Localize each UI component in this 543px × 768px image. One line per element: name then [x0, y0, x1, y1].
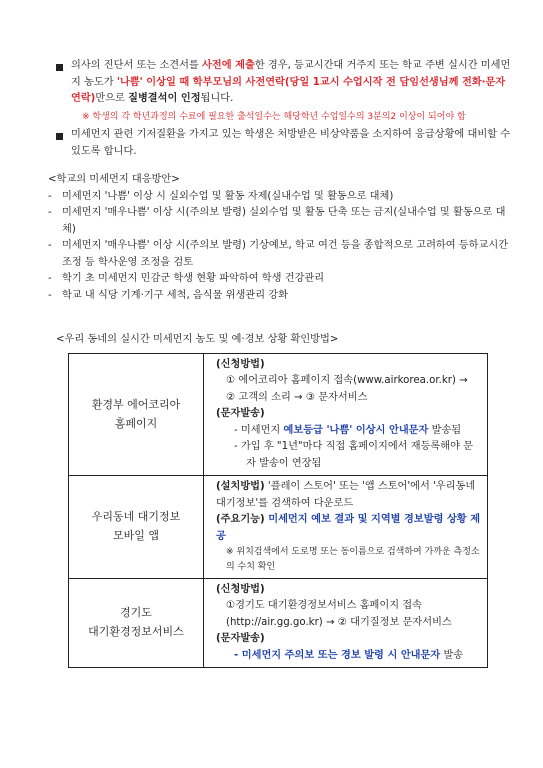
- detail-line: [216, 479, 481, 512]
- bullet-text: [71, 127, 512, 160]
- bullet-part: '나쁨': [116, 76, 143, 88]
- list-item: [42, 189, 512, 206]
- school-section-title: <학교의 미세먼지 대응방안>: [48, 174, 180, 186]
- school-measures-list: [42, 189, 512, 305]
- bullet-part: 미세먼지 관련 기저질환을 가지고 있는 학생은 처방받은 비상약품을 소지하여 응급상황에 대비할 수 있도록 합니다.: [71, 129, 511, 157]
- service-name-line: 경기도: [120, 606, 152, 620]
- document-page: [42, 58, 512, 668]
- dash-icon: -: [48, 207, 52, 219]
- detail-line: [216, 582, 481, 599]
- bullet-part: 만으로: [95, 93, 129, 105]
- bullet-part: 이상일 때 학부모님의 사전연락(당일 1교시 수업시작 전 담임선생님께 전화·문자 연락): [71, 76, 506, 105]
- detail-text: 발송됨: [428, 424, 462, 436]
- bullet-item: [42, 58, 512, 108]
- detail-text: ① 에어코리아 홈페이지 접속(www.airkorea.or.kr) →: [226, 375, 468, 387]
- square-bullet-icon: [56, 133, 63, 140]
- service-detail-cell: [204, 353, 488, 476]
- table-row: [69, 353, 488, 476]
- info-table: [68, 353, 488, 668]
- detail-text: ② 고객의 소리 → ③ 문자서비스: [226, 391, 368, 403]
- service-name-line: 모바일 앱: [112, 529, 159, 543]
- detail-text: (http://air.gg.go.kr) → ② 대기질정보 문자서비스: [226, 616, 452, 628]
- detail-text-highlight: 예보등급 '나쁨' 이상시 안내문자: [283, 424, 429, 436]
- detail-line: [216, 512, 481, 545]
- bullet-part: 의사의 진단서 또는 소견서를: [71, 60, 203, 71]
- bullet-part: 한 경우, 등교시간대 거주지 또는 학교 주변 실시간 미세먼지 농도가: [71, 60, 511, 88]
- square-bullet-icon: [56, 64, 63, 71]
- list-item: [42, 288, 512, 305]
- bullet-item: [42, 127, 512, 160]
- detail-text-highlight: 미세먼지 예보 결과 및 지역별 경보발령 상황 제공: [216, 514, 481, 542]
- service-detail-cell: [204, 476, 488, 578]
- info-section-title: <우리 동네의 실시간 미세먼지 농도 및 예·경보 상황 확인방법>: [56, 334, 339, 346]
- service-name-cell: [69, 578, 204, 668]
- dash-icon: -: [48, 240, 52, 252]
- detail-line: [216, 439, 481, 472]
- dash-icon: -: [48, 289, 52, 301]
- detail-line: [216, 545, 481, 574]
- detail-line: [216, 406, 481, 423]
- detail-text: ※ 위치검색에서 도로명 또는 동이름으로 검색하여 가까운 측정소의 수치 확인: [226, 547, 480, 573]
- detail-text: (문자발송): [216, 408, 265, 420]
- detail-text: (신청방법): [216, 358, 265, 370]
- list-item-text: 미세먼지 '나쁨' 이상 시 실외수업 및 활동 자제(실내수업 및 활동으로 대체): [62, 190, 394, 202]
- list-item: [42, 238, 512, 271]
- service-name-line: 우리동네 대기정보: [91, 510, 181, 524]
- list-item-text: 학교 내 식당 기계·기구 세척, 음식물 위생관리 강화: [62, 289, 288, 301]
- service-name-cell: [69, 353, 204, 476]
- service-detail-cell: [204, 578, 488, 668]
- bullet-part: 사전에 제출: [202, 60, 255, 71]
- bullet-text: [71, 58, 512, 108]
- bullet-part: 질병결석이 인정: [128, 93, 201, 105]
- service-name-line: 대기환경정보서비스: [88, 624, 184, 638]
- detail-text: - 미세먼지: [234, 424, 284, 436]
- list-item-text: 미세먼지 '매우나쁨' 이상 시(주의보 발령) 기상예보, 학교 여건 등을 종합적으로 고려하여 등하교시간 조정 등 학사운영 조정을 검토: [62, 240, 509, 268]
- detail-text-highlight: - 미세먼지 주의보 또는 경보 발령 시 안내문자: [234, 649, 441, 661]
- detail-label: (설치방법): [216, 481, 265, 493]
- detail-text: (신청방법): [216, 583, 265, 595]
- dash-icon: -: [48, 190, 52, 202]
- detail-line: [216, 357, 481, 374]
- list-item-text: 미세먼지 '매우나쁨' 이상 시(주의보 발령) 실외수업 및 활동 단축 또는 금지(실내수업 및 활동으로 대체): [62, 207, 506, 235]
- list-item: [42, 205, 512, 238]
- service-name-line: 홈페이지: [114, 416, 158, 430]
- detail-text: '플레이 스토어' 또는 '앱 스토어'에서 '우리동네 대기정보'를 검색하여 다운로드: [216, 481, 476, 509]
- detail-line: [216, 615, 481, 632]
- service-name-line: 환경부 에어코리아: [91, 397, 181, 411]
- table-row: [69, 476, 488, 578]
- detail-text: (문자발송): [216, 633, 265, 645]
- detail-line: [216, 648, 481, 665]
- service-name-cell: [69, 476, 204, 578]
- detail-text: ①경기도 대기환경정보서비스 홈페이지 접속: [226, 600, 422, 612]
- table-row: [69, 578, 488, 668]
- detail-label: (주요기능): [216, 514, 265, 526]
- detail-line: [216, 631, 481, 648]
- list-item: [42, 271, 512, 288]
- detail-text: 발송: [440, 649, 464, 661]
- detail-line: [216, 373, 481, 390]
- detail-text: - 가입 후 "1년"마다 직접 홈페이지에서 재등록해야 문자 발송이 연장됨: [234, 441, 474, 469]
- bullet-part: 됩니다.: [200, 93, 234, 105]
- dash-icon: -: [48, 273, 52, 285]
- detail-line: [216, 390, 481, 407]
- detail-line: [216, 598, 481, 615]
- detail-line: [216, 423, 481, 440]
- attendance-note: ※ 학생의 각 학년과정의 수료에 필요한 출석일수는 해당학년 수업일수의 3분의2 이상이 되어야 함: [82, 111, 466, 122]
- list-item-text: 학기 초 미세먼지 민감군 학생 현황 파악하여 학생 건강관리: [62, 273, 325, 285]
